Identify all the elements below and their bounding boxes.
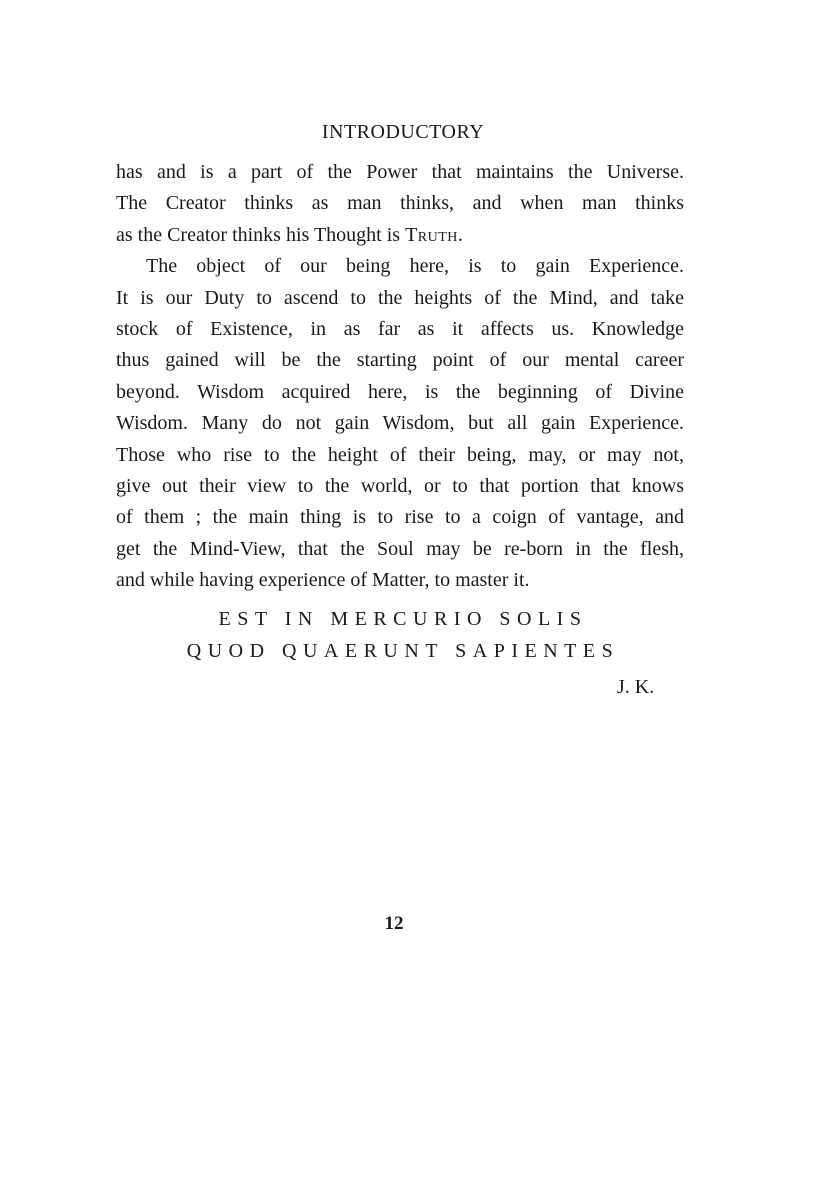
text-line: of them ; the main thing is to rise to a coign of vantage, and — [116, 506, 684, 529]
text-line: It is our Duty to ascend to the heights of the Mind, and take — [116, 286, 684, 309]
motto-line-1: EST IN MERCURIO SOLIS — [218, 608, 588, 630]
text-line: Wisdom. Many do not gain Wisdom, but all gain Experience. — [116, 412, 684, 435]
running-head: INTRODUCTORY — [321, 121, 485, 143]
text-line: Those who rise to the height of their being, may, or may not, — [116, 443, 684, 466]
text-line: stock of Existence, in as far as it affects us. Knowledge — [116, 317, 684, 340]
text-line: beyond. Wisdom acquired here, is the beginning of Divine — [116, 380, 684, 403]
page-number: 12 — [384, 913, 404, 934]
emphasis-truth: Truth. — [405, 223, 464, 246]
paragraph-2 — [116, 251, 684, 596]
paragraph-1 — [116, 157, 684, 251]
motto-line-2: QUOD QUAERUNT SAPIENTES — [186, 640, 620, 662]
text-line: thus gained will be the starting point of our mental career — [116, 349, 684, 372]
text-line: has and is a part of the Power that maintains the Universe. — [116, 161, 684, 183]
text-line: The object of our being here, is to gain Experience. — [146, 255, 684, 278]
text-line: The Creator thinks as man thinks, and when man thinks — [116, 192, 684, 215]
text-line: give out their view to the world, or to that portion that knows — [116, 474, 684, 497]
text-line-segment: as the Creator thinks his Thought is — [116, 223, 401, 246]
text-line: and while having experience of Matter, to master it. — [116, 569, 530, 592]
signature: J. K. — [617, 676, 655, 698]
text-line — [116, 220, 684, 251]
text-line: get the Mind-View, that the Soul may be re-born in the flesh, — [116, 537, 684, 560]
body-text — [116, 157, 684, 596]
